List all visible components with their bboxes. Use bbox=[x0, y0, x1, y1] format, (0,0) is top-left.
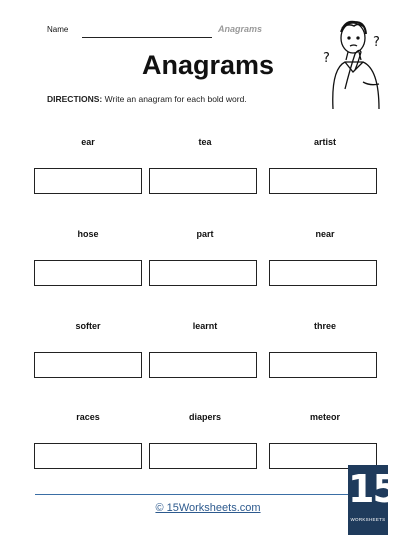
word-label: meteor bbox=[309, 412, 340, 422]
answer-box[interactable] bbox=[269, 352, 377, 378]
answer-box[interactable] bbox=[34, 260, 142, 286]
copyright-link[interactable]: © 15Worksheets.com bbox=[155, 502, 261, 514]
answer-box[interactable] bbox=[149, 260, 257, 286]
word-label: artist bbox=[313, 137, 336, 147]
svg-text:?: ? bbox=[373, 35, 380, 50]
answer-box[interactable] bbox=[34, 443, 142, 469]
answer-box[interactable] bbox=[149, 168, 257, 194]
word-label: hose bbox=[77, 229, 99, 239]
directions-text: Write an anagram for each bold word. bbox=[104, 94, 247, 104]
header-topic: Anagrams bbox=[218, 24, 263, 34]
footer-divider bbox=[35, 494, 380, 495]
answer-box[interactable] bbox=[269, 260, 377, 286]
word-label: ear bbox=[81, 137, 95, 147]
svg-text:?: ? bbox=[323, 51, 330, 66]
page-title: Anagrams bbox=[141, 50, 275, 80]
answer-box[interactable] bbox=[34, 168, 142, 194]
word-label: tea bbox=[198, 137, 212, 147]
word-label: near bbox=[315, 229, 335, 239]
answer-box[interactable] bbox=[149, 352, 257, 378]
answer-box[interactable] bbox=[34, 352, 142, 378]
worksheets-logo bbox=[348, 465, 397, 535]
logo-number: 15 bbox=[348, 467, 397, 511]
directions-label: DIRECTIONS: bbox=[47, 94, 103, 104]
directions bbox=[47, 94, 247, 104]
word-label: races bbox=[76, 412, 100, 422]
word-label: three bbox=[313, 321, 336, 331]
name-line[interactable] bbox=[82, 37, 212, 38]
logo-subtitle: WORKSHEETS bbox=[350, 517, 386, 522]
word-label: part bbox=[196, 229, 214, 239]
word-label: diapers bbox=[188, 412, 221, 422]
answer-box[interactable] bbox=[269, 168, 377, 194]
word-label: learnt bbox=[192, 321, 218, 331]
answer-box[interactable] bbox=[149, 443, 257, 469]
word-label: softer bbox=[75, 321, 101, 331]
name-label: Name bbox=[47, 25, 69, 34]
